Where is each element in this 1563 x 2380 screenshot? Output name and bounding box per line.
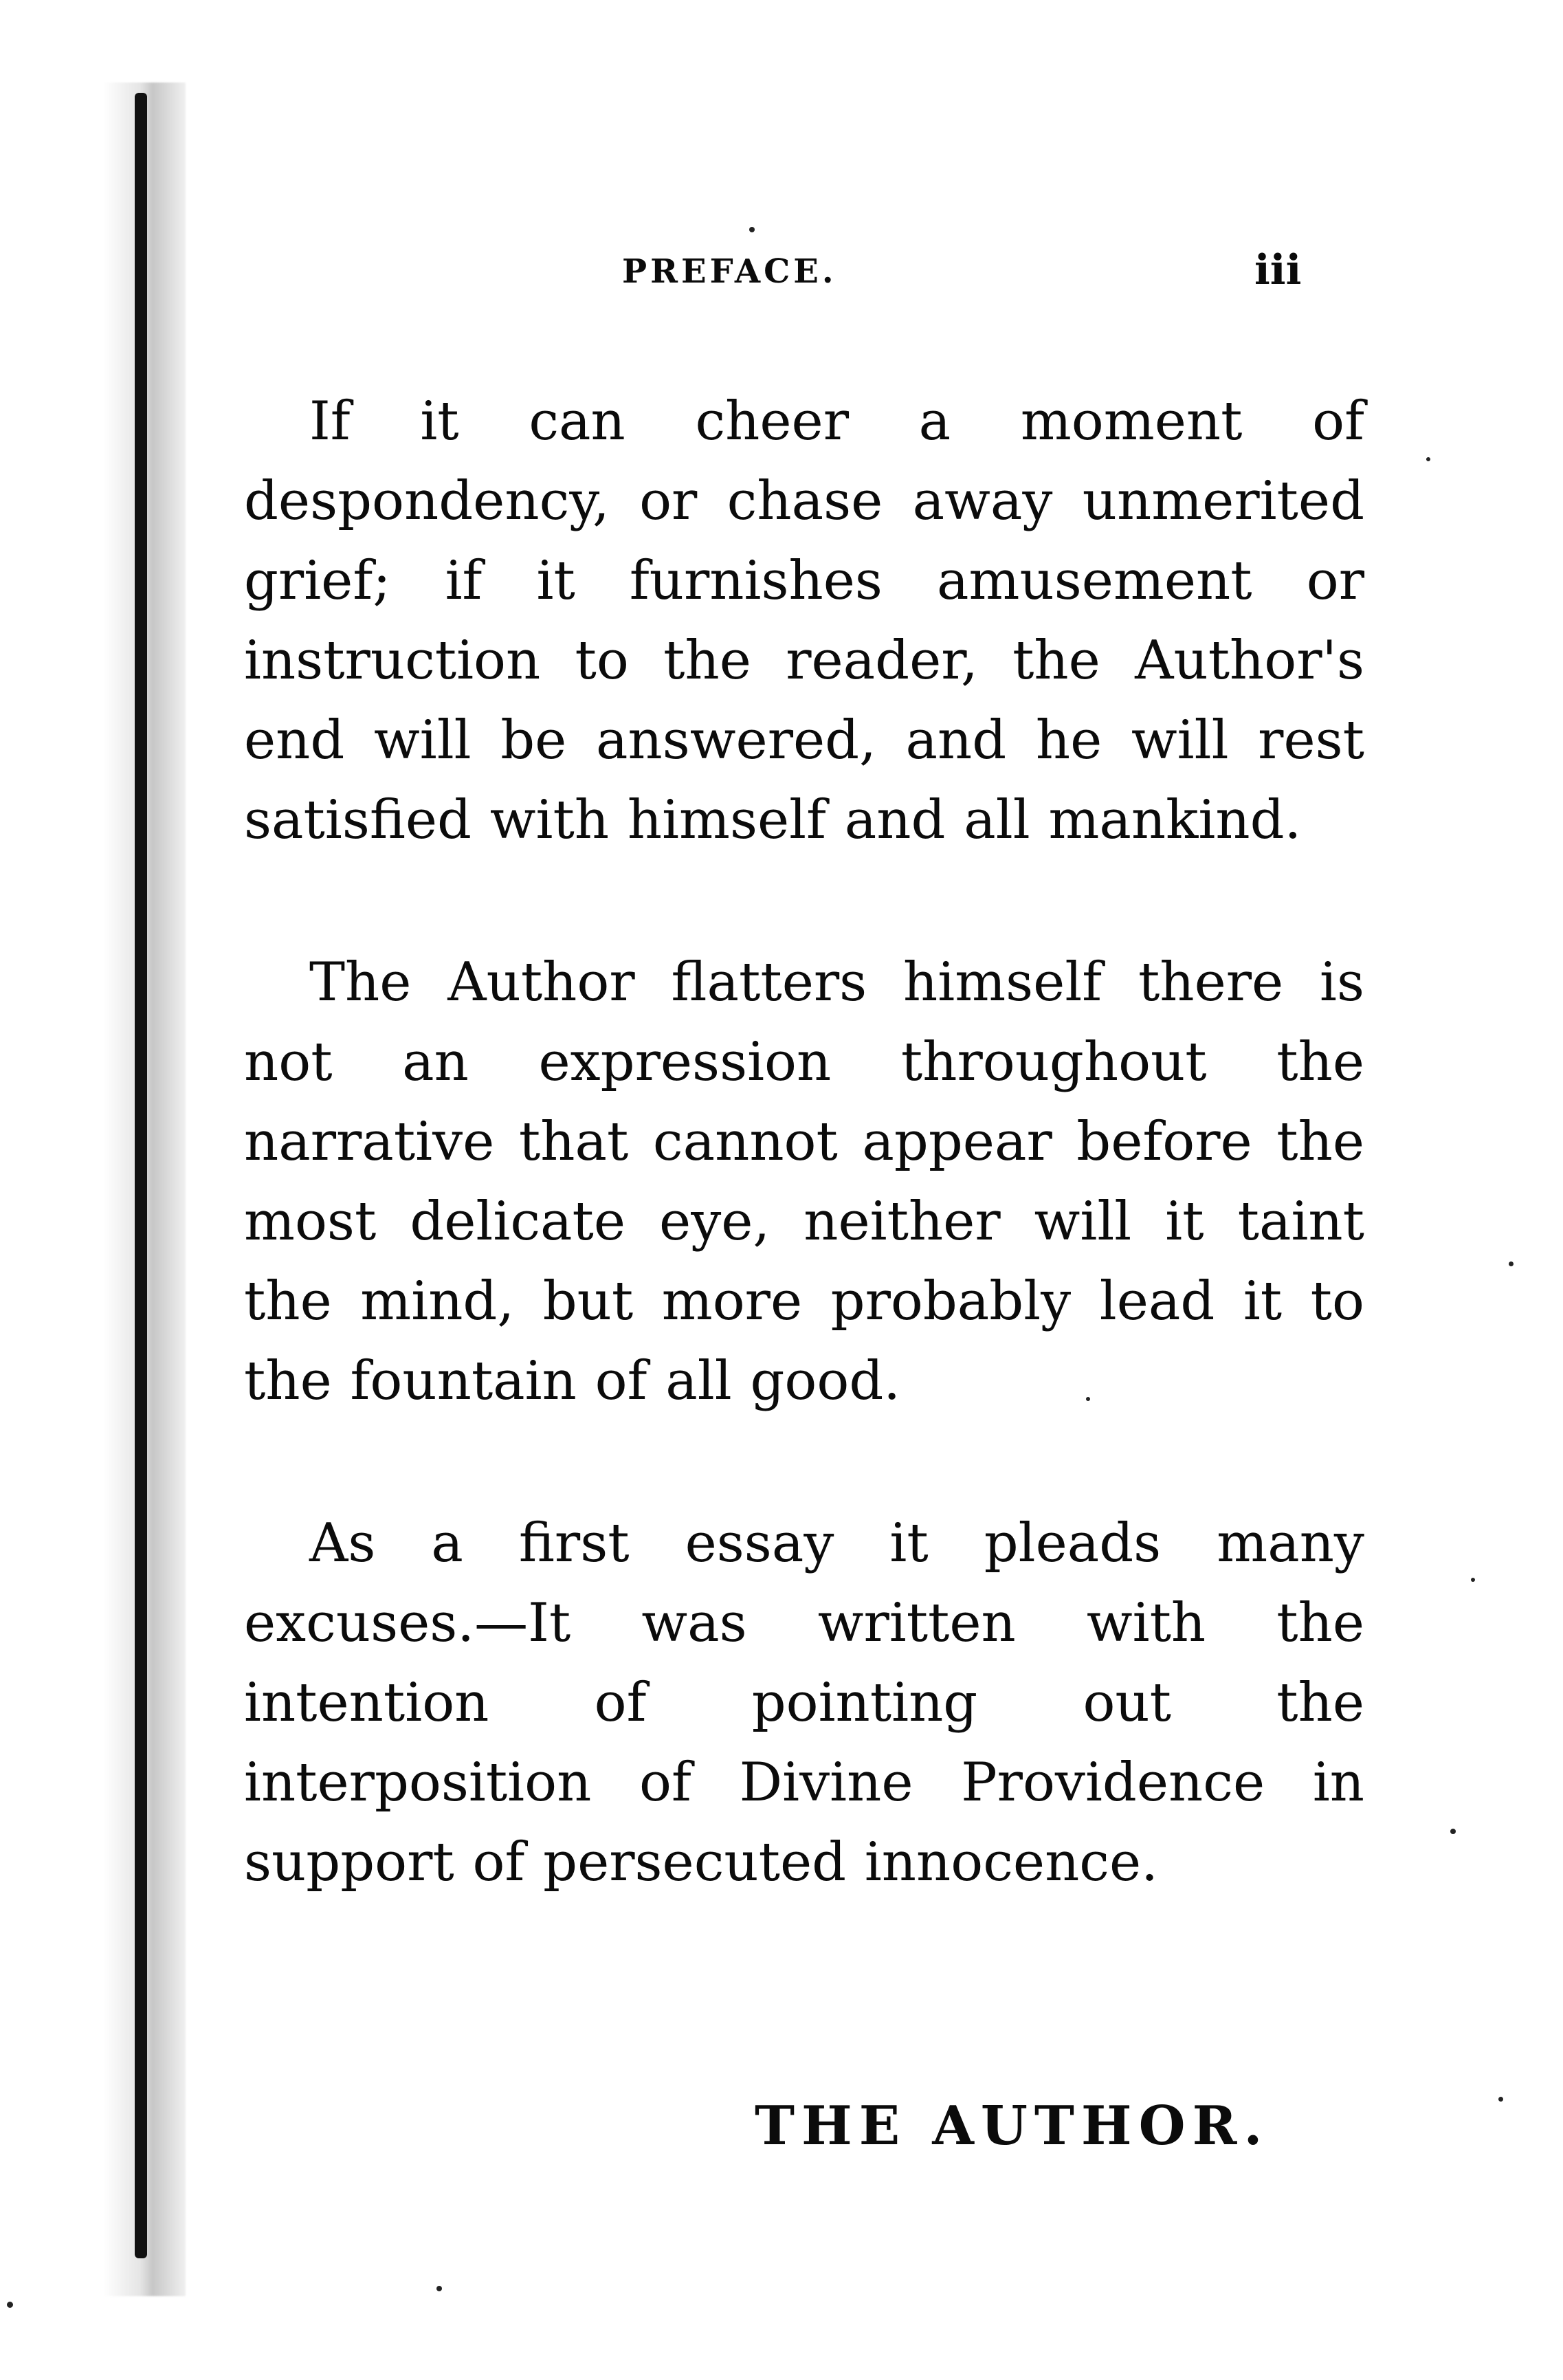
print-speck: [1086, 1397, 1090, 1401]
print-speck: [1450, 1829, 1456, 1834]
preface-body: [244, 382, 1364, 1902]
page-number: iii: [1254, 246, 1302, 294]
paragraph-3: As a first essay it pleads many excuses.—It was written with the intention of pointing out the interposition of Divine Providence in support of persecuted innocence.: [244, 1512, 1364, 1893]
print-speck: [1471, 1578, 1475, 1582]
paragraph-1: If it can cheer a moment of despondency, or chase away unmerited grief; if it furnishes amusement or instruction to the reader, the Author's end will be answered, and he will rest satisfied with himself and all mankind.: [244, 390, 1364, 851]
print-speck: [1498, 2097, 1503, 2102]
print-speck: [1509, 1261, 1514, 1266]
print-speck: [7, 2302, 13, 2308]
signature: THE AUTHOR.: [755, 2095, 1270, 2157]
binding-edge: [135, 93, 147, 2258]
print-speck: [436, 2286, 442, 2291]
paragraph-2: The Author flatters himself there is not an expression throughout the narrative that cannot appear before the most delicate eye, neither will it taint the mind, but more probably lead it to the fountain of all good.: [244, 951, 1364, 1412]
running-head: PREFACE.: [622, 252, 837, 291]
print-speck: [1426, 457, 1430, 461]
page-header: [0, 246, 1563, 306]
print-speck: [749, 227, 755, 232]
